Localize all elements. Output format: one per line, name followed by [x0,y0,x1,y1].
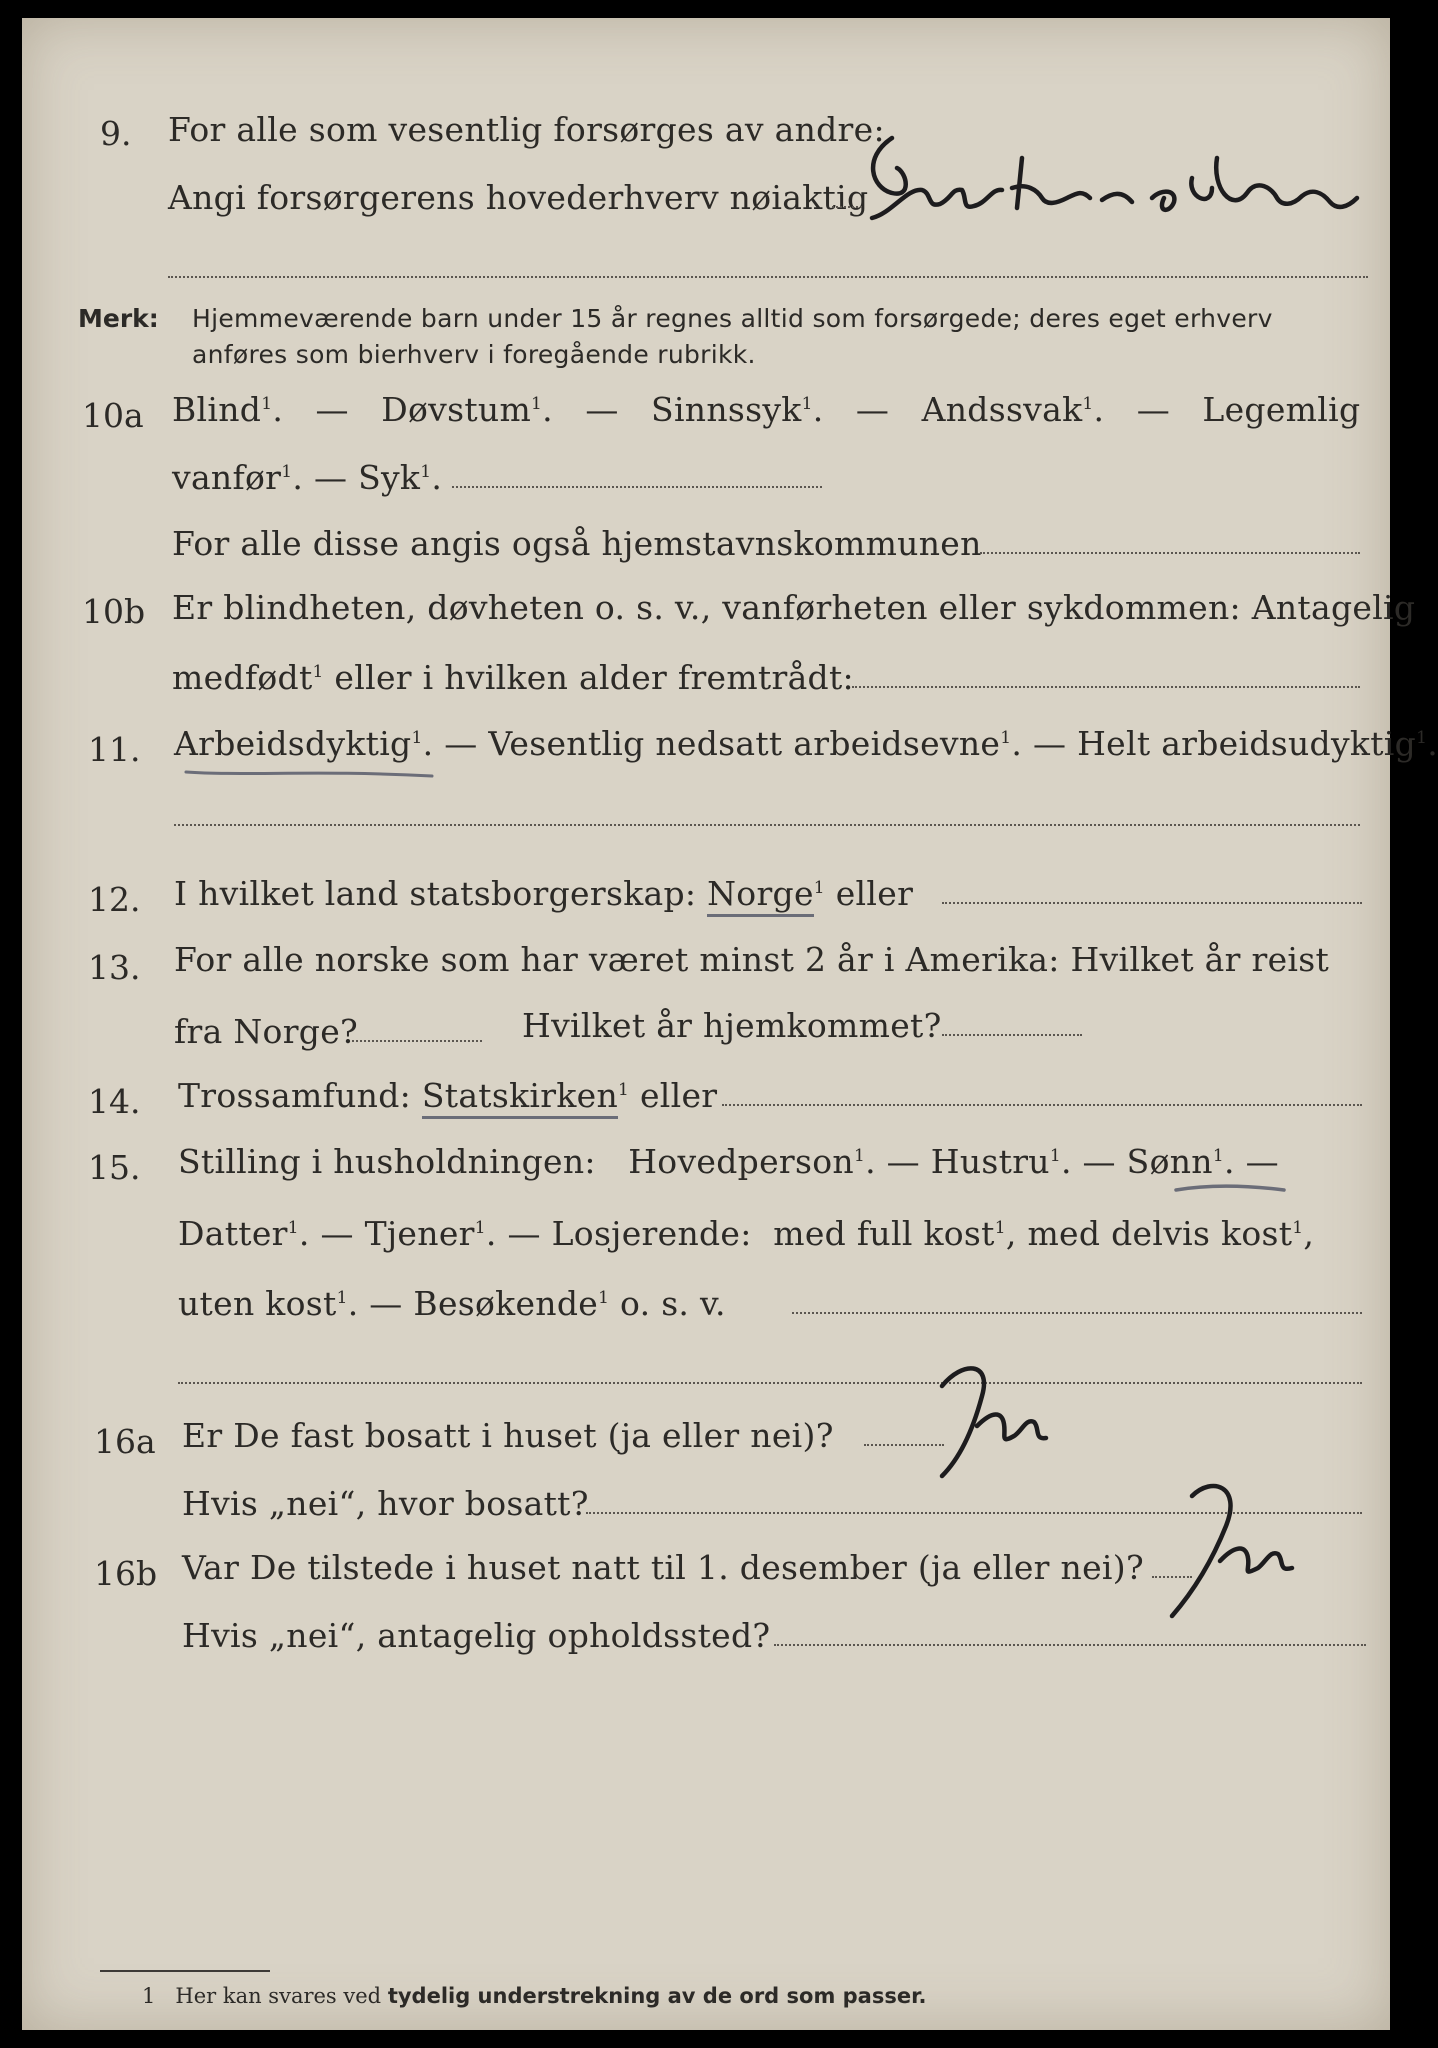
q10a-line3: For alle disse angis også hjemstavnskommunen [172,524,982,563]
q12-text: I hvilket land statsborgerskap: [174,874,697,913]
dot: . [1060,1142,1072,1181]
merk-label: Merk: [78,304,159,333]
merk-line1: Hjemmeværende barn under 15 år regnes alltid som forsørgede; deres eget erhverv [192,304,1273,333]
dash: — [313,458,348,497]
q10a-number: 10a [82,396,144,435]
q11-number: 11. [88,730,141,769]
q13-line1: For alle norske som har været minst 2 år i Amerika: Hvilket år reist [174,940,1330,979]
q16b-handwritten-answer [1142,1476,1302,1626]
opt-nedsatt: Vesentlig nedsatt arbeidsevne [488,724,1001,763]
sup-mark: 1 [1292,1218,1304,1238]
opt-andssvak: Andssvak [921,390,1083,429]
opt-norge: Norge [707,874,814,917]
q15-line2: Datter$^1$. — Tjener$^1$. — Losjerende: med full kost$^1$, med delvis kost$^1$, [178,1214,1315,1253]
dot: . [272,390,284,429]
q11-underline-mark [182,762,442,782]
q15-lead: Stilling i husholdningen: [178,1142,596,1181]
dash: — [1082,1142,1116,1181]
opt-uten-kost: uten kost [178,1284,337,1323]
dot: . [298,1214,310,1253]
q15-underline-mark [1172,1178,1292,1198]
dot: . [485,1214,497,1253]
opt-delvis-kost: med delvis kost [1027,1214,1293,1253]
opt-medfodt: medfødt [172,658,313,697]
q16b-number: 16b [94,1554,158,1593]
q14-eller: eller [639,1076,718,1115]
dash: — [855,390,890,429]
q10b-line2-rest: eller i hvilken alder fremtrådt: [323,658,854,697]
dash: — [1136,390,1170,429]
sup-mark: 1 [287,1218,299,1238]
q14-text: Trossamfund: [178,1076,412,1115]
footnote-rule [100,1970,270,1972]
dash: — [1245,1142,1279,1181]
sup-mark: 1 [618,1080,630,1100]
sup-mark: 1 [312,662,324,682]
q12-line [174,874,913,913]
footnote [142,1984,926,2008]
opt-full-kost: med full kost [773,1214,995,1253]
opt-dovstum: Døvstum [381,390,532,429]
q15-number: 15. [88,1148,141,1187]
q9-extra-line [168,276,1368,278]
dash: — [585,390,619,429]
q13-line2-part1: fra Norge? [174,1012,359,1051]
dot: . [347,1284,359,1323]
q10a-line3-fill [980,552,1360,554]
sup-mark: 1 [994,1218,1006,1238]
sup-mark: 1 [1000,728,1012,748]
sup-mark: 1 [281,462,293,482]
q13-number: 13. [88,948,141,987]
opt-sonn: Sønn [1126,1142,1213,1181]
census-form-page [22,18,1438,2030]
q16a-handwritten-answer [922,1356,1062,1486]
dot: . [1011,724,1023,763]
footnote-pre: Her kan svares ved [175,1984,382,2008]
opt-blind: Blind [172,390,262,429]
q15-line1 [178,1142,1279,1181]
q15-line3 [178,1284,726,1323]
q12-number: 12. [88,880,141,919]
opt-statskirken: Statskirken [422,1076,618,1119]
q9-line1: For alle som vesentlig forsørges av andre: [168,110,885,149]
q11-line [174,724,1438,763]
sup-mark: 1 [1416,728,1428,748]
q16b-line2: Hvis „nei“, antagelig opholdssted? [182,1616,771,1655]
q14-fill [722,1104,1362,1106]
dot: . [431,458,443,497]
opt-sinnssyk: Sinnssyk [651,390,802,429]
q10a-line2 [172,458,442,497]
dot: . [812,390,824,429]
q12-eller: eller [835,874,914,913]
dash: — [1032,724,1067,763]
q14-number: 14. [88,1082,141,1121]
q16a-line2: Hvis „nei“, hvor bosatt? [182,1484,589,1523]
opt-hustru: Hustru [930,1142,1050,1181]
sup-mark: 1 [813,878,825,898]
q14-line [178,1076,717,1115]
sup-mark: 1 [1082,394,1094,414]
q10b-line1: Er blindheten, døvheten o. s. v., vanførheten eller sykdommen: Antagelig [172,588,1416,627]
q16b-fill2 [774,1644,1366,1646]
dash: — [320,1214,354,1253]
dot: . [292,458,304,497]
sup-mark: 1 [420,462,432,482]
opt-udyktig: Helt arbeidsudyktig [1077,724,1417,763]
dash: — [886,1142,920,1181]
sup-mark: 1 [598,1288,610,1308]
q16b-line1: Var De tilstede i huset natt til 1. desember (ja eller nei)? [182,1548,1144,1587]
dash: — [444,724,478,763]
q9-line2: Angi forsørgerens hovederhverv nøiaktig [168,178,869,217]
opt-legemlig: Legemlig [1202,390,1361,429]
sup-mark: 1 [801,394,813,414]
sup-mark: 1 [336,1288,348,1308]
opt-vanfor: vanfør [172,458,282,497]
dot: . [542,390,553,429]
dot: . [1093,390,1105,429]
dash: — [369,1284,403,1323]
q13-line2-part2: Hvilket år hjemkommet? [522,1006,942,1045]
q12-fill [942,902,1362,904]
q10a-line2-fill [452,486,822,488]
sup-mark: 1 [411,728,423,748]
sup-mark: 1 [1212,1146,1224,1166]
footnote-bold: tydelig understrekning av de ord som passer. [387,1984,927,2008]
dash: — [507,1214,541,1253]
q13-fill1 [352,1040,482,1042]
dot: . [865,1142,876,1181]
q10b-line2 [172,658,854,697]
opt-arbeidsdyktig: Arbeidsdyktig [174,724,412,763]
dot: . [1427,724,1438,763]
q13-fill2 [942,1034,1082,1036]
opt-tjener: Tjener [364,1214,475,1253]
sup-mark: 1 [853,1146,866,1166]
opt-besokende: Besøkende [413,1284,599,1323]
dot: . [422,724,434,763]
q16a-number: 16a [94,1422,156,1461]
opt-datter: Datter [178,1214,288,1253]
footnote-mark: 1 [142,1984,156,2008]
sup-mark: 1 [531,394,543,414]
opt-hovedperson: Hovedperson [628,1142,854,1181]
q15-extra-line [178,1382,1362,1384]
q15-losjerende: Losjerende: [551,1214,752,1253]
q10a-line1 [172,390,1360,429]
dot: . [1223,1142,1235,1181]
q10b-number: 10b [82,592,146,631]
sup-mark: 1 [1049,1146,1061,1166]
dash: — [315,390,349,429]
merk-line2: anføres som bierhverv i foregående rubrikk. [192,340,756,369]
sup-mark: 1 [261,394,273,414]
opt-syk: Syk [358,458,421,497]
q15-fill [792,1312,1362,1314]
q15-osv: o. s. v. [620,1284,726,1323]
sup-mark: 1 [474,1218,486,1238]
q10b-line2-fill [852,686,1360,688]
q9-handwritten-answer [852,118,1372,238]
q11-extra-line [174,824,1360,826]
q9-number: 9. [100,114,132,153]
q16a-line1: Er De fast bosatt i huset (ja eller nei)? [182,1416,834,1455]
